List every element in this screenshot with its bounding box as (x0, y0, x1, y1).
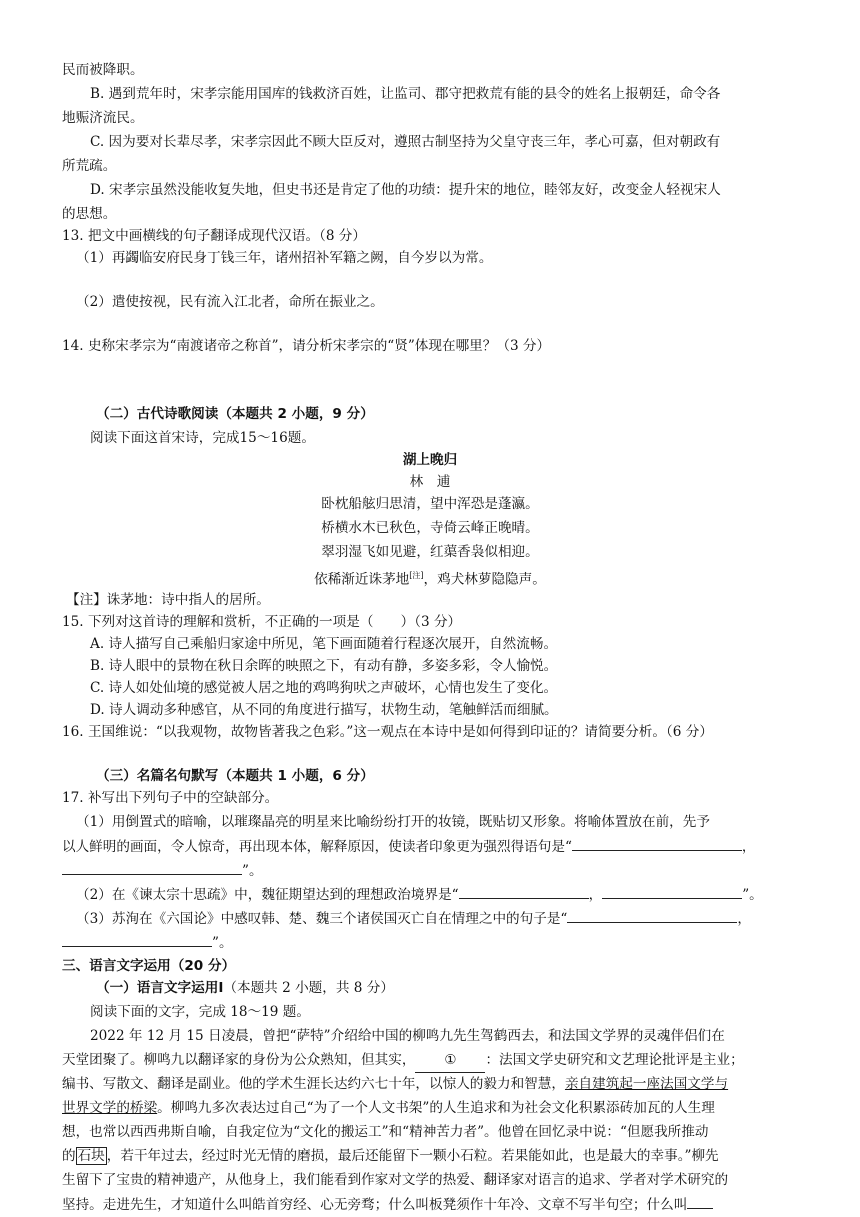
option-d: D. 诗人调动多种感官，从不同的角度进行描写，状物生动，笔触鲜活而细腻。 (90, 702, 558, 718)
passage-text: 坚持。走进先生，才知道什么叫皓首穷经、心无旁骛；什么叫板凳须作十年冷、文章不写半句空；什么叫 (62, 1197, 688, 1213)
answer-blank[interactable] (62, 930, 212, 947)
answer-blank[interactable] (62, 858, 242, 875)
question-text: ”。 (742, 887, 763, 903)
poem-note: 【注】诛茅地：诗中指人的居所。 (66, 592, 270, 608)
question-13-1: （1）再蠲临安府民身丁钱三年，诸州招补军籍之阙，自今岁以为常。 (76, 250, 493, 266)
question-13: 13. 把文中画横线的句子翻译成现代汉语。（8 分） (62, 228, 366, 244)
section-heading (96, 976, 798, 1000)
question-17-3-cont (62, 930, 798, 954)
question-17: 17. 补写出下列句子中的空缺部分。 (62, 790, 279, 806)
poem-line (0, 564, 860, 588)
poem-title: 湖上晚归 (402, 452, 458, 468)
question-text: （3）苏洵在《六国论》中感叹韩、楚、魏三个诸侯国灭亡自在情理之中的句子是“ (76, 911, 568, 927)
section-intro: 阅读下面这首宋诗，完成15～16题。 (90, 430, 315, 446)
question-15: 15. 下列对这首诗的理解和赏析，不正确的一项是（ ）（3 分） (62, 614, 462, 630)
option-b: B. 遇到荒年时，宋孝宗能用国库的钱救济百姓，让监司、郡守把救荒有能的县令的姓名上报朝廷，命令各 (90, 86, 721, 102)
option-b: B. 诗人眼中的景物在秋日余晖的映照之下，有动有静，多姿多彩，令人愉悦。 (90, 658, 558, 674)
question-17-1-cont: 以人鲜明的画面，令人惊奇，再出现本体，解释原因，使读者印象更为强烈得语句是“ ， (62, 834, 798, 858)
passage-line (62, 1192, 798, 1216)
section-title: （一）语言文字运用Ⅰ (96, 980, 224, 996)
poem-author: 林 逋 (409, 474, 451, 490)
section-heading: （二）古代诗歌阅读（本题共 2 小题，9 分） (96, 406, 374, 422)
passage-line (62, 1144, 798, 1168)
passage-text: 编书、写散文、翻译是副业。他的学术生涯长达约六七十年，以惊人的毅力和智慧， (62, 1076, 565, 1092)
answer-blank[interactable] (687, 1192, 713, 1209)
answer-blank[interactable] (602, 882, 742, 899)
underlined-sentence: 世界文学的桥梁 (62, 1100, 158, 1116)
section-note: （本题共 2 小题，共 8 分） (223, 980, 394, 996)
question-17-1: （1）用倒置式的暗喻，以璀璨晶亮的明星来比喻纷纷打开的妆镜，既贴切又形象。将喻体置放在前，先予 (76, 814, 710, 830)
question-text: ”。 (212, 935, 233, 951)
answer-blank[interactable] (572, 834, 742, 851)
text-line: 地赈济流民。 (62, 110, 144, 126)
question-17-2: （2）在《谏太宗十思疏》中，魏征期望达到的理想政治境界是“ ， ”。 (76, 882, 798, 906)
passage-line: 想，也常以西西弗斯自喻，自我定位为“文化的搬运工”和“精神苦力者”。他曾在回忆录中说：“但愿我所推动 (62, 1124, 709, 1140)
blank-1[interactable]: ① (415, 1048, 485, 1073)
answer-blank[interactable] (567, 906, 737, 923)
question-14: 14. 史称宋孝宗为“南渡诸帝之称首”，请分析宋孝宗的“贤”体现在哪里？（3 分） (62, 338, 551, 354)
passage-line (62, 1096, 798, 1120)
passage-line (62, 1072, 798, 1096)
passage-text: 天堂团聚了。柳鸣九以翻译家的身份为公众熟知，但其实， (62, 1052, 416, 1068)
section-heading: （三）名篇名句默写（本题共 1 小题，6 分） (96, 768, 374, 784)
boxed-word: 石块 (77, 1148, 105, 1164)
passage-text: ：法国文学史研究和文艺理论批评是主业； (485, 1052, 744, 1068)
poem-line-part: ，鸡犬林萝隐隐声。 (423, 571, 546, 588)
passage-line (62, 1048, 798, 1072)
option-c: C. 因为要对长辈尽孝，宋孝宗因此不顾大臣反对，遵照古制坚持为父皇守丧三年，孝心可嘉，但对朝政有 (90, 134, 721, 150)
passage-line: 生留下了宝贵的精神遗产，从他身上，我们能看到作家对文学的热爱、翻译家对语言的追求、学者对学术研究的 (62, 1172, 729, 1188)
answer-blank[interactable] (459, 882, 589, 899)
footnote-marker: [注] (409, 571, 424, 580)
poem-line: 桥横水木已秋色，寺倚云峰正晚晴。 (321, 520, 539, 536)
poem-line-part: 依稀渐近诛茅地 (314, 571, 410, 588)
question-17-3: （3）苏洵在《六国论》中感叹韩、楚、魏三个诸侯国灭亡自在情理之中的句子是“ ， (76, 906, 798, 930)
poem-line: 卧枕船舷归思清，望中浑恐是蓬瀛。 (321, 496, 539, 512)
passage-text: 的 (62, 1148, 76, 1164)
underlined-sentence: 亲自建筑起一座法国文学与 (564, 1076, 729, 1092)
question-text: ”。 (242, 863, 263, 879)
passage-text: ，若干年过去，经过时光无情的磨损，最后还能留下一颗小石粒。若果能如此，也是最大的幸事。”柳先 (106, 1148, 719, 1164)
question-13-2: （2）遣使按视，民有流入江北者，命所在振业之。 (76, 294, 384, 310)
question-text: （2）在《谏太宗十思疏》中，魏征期望达到的理想政治境界是“ (76, 887, 459, 903)
option-c: C. 诗人如处仙境的感觉被人居之地的鸡鸣狗吠之声破坏，心情也发生了变化。 (90, 680, 558, 696)
poem-line: 翠羽湿飞如见避，红蕖香袅似相迎。 (321, 544, 539, 560)
section-intro: 阅读下面的文字，完成 18～19 题。 (90, 1004, 310, 1020)
question-17-1-cont (62, 858, 798, 882)
text-line: 的思想。 (62, 206, 117, 222)
text-line: 民而被降职。 (62, 62, 144, 78)
question-16: 16. 王国维说：“以我观物，故物皆著我之色彩。”这一观点在本诗中是如何得到印证的？请简要分析。（6 分） (62, 724, 713, 740)
option-d: D. 宋孝宗虽然没能收复失地，但史书还是肯定了他的功绩：提升宋的地位，睦邻友好，改变金人轻视宋人 (90, 182, 721, 198)
passage-line: 2022 年 12 月 15 日凌晨，曾把“萨特”介绍给中国的柳鸣九先生驾鹤西去，和法国文学界的灵魂伴侣们在 (90, 1028, 725, 1044)
part-heading: 三、语言文字运用（20 分） (62, 958, 236, 974)
passage-text: 。柳鸣九多次表达过自己“为了一个人文书架”的人生追求和为社会文化积累添砖加瓦的人生理 (157, 1100, 715, 1116)
option-a: A. 诗人描写自己乘船归家途中所见，笔下画面随着行程逐次展开，自然流畅。 (90, 636, 558, 652)
question-text: 以人鲜明的画面，令人惊奇，再出现本体，解释原因，使读者印象更为强烈得语句是“ (62, 839, 572, 855)
text-line: 所荒疏。 (62, 158, 117, 174)
